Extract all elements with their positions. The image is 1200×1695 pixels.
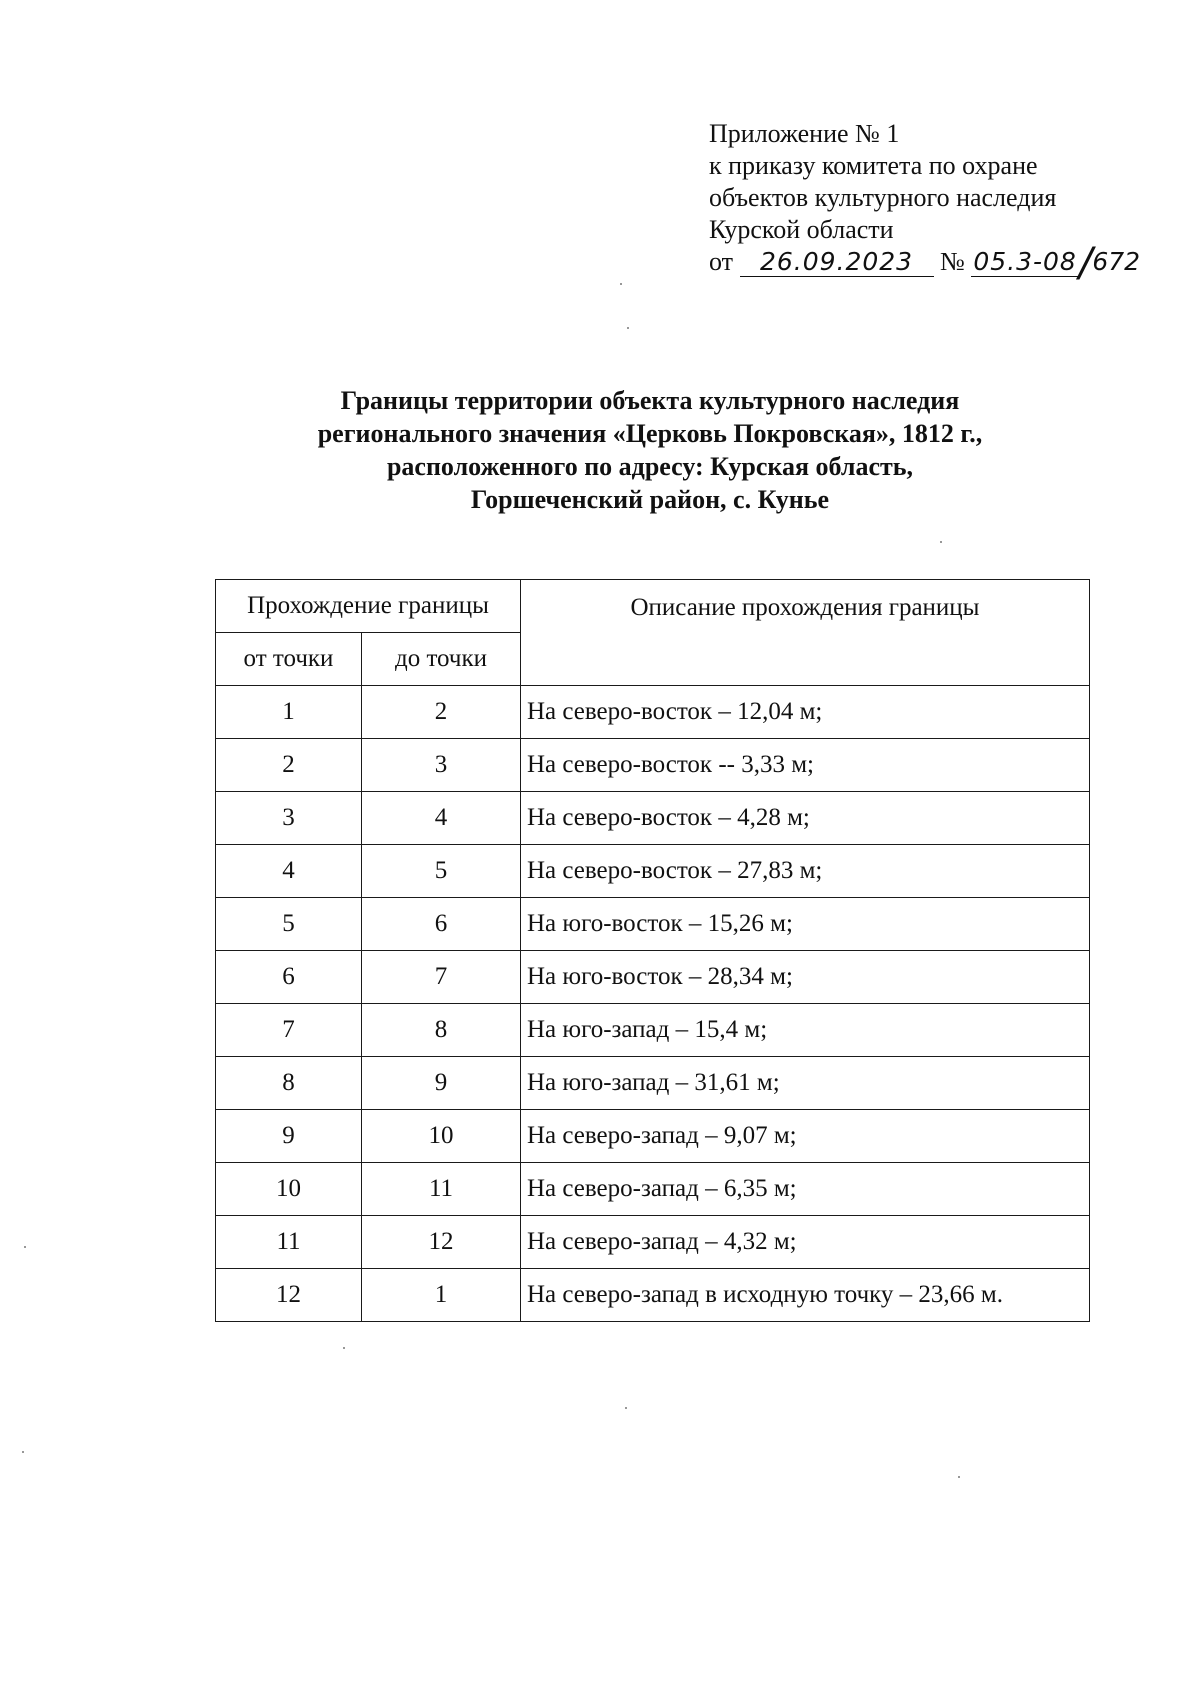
cell-to: 10 [362,1110,521,1163]
table-row [216,1163,1090,1216]
scan-speck [625,1407,627,1409]
boundary-table [215,579,1090,1322]
scan-speck [627,327,629,329]
header-to-point: до точки [362,633,521,686]
attachment-label: Приложение № 1 [709,119,900,148]
cell-from: 3 [216,792,362,845]
cell-description: На северо-запад – 4,32 м; [521,1216,1090,1269]
cell-from: 4 [216,845,362,898]
table-row [216,739,1090,792]
cell-to: 6 [362,898,521,951]
scan-speck [24,1246,26,1248]
cell-description: На юго-запад – 31,61 м; [521,1057,1090,1110]
table-row [216,1110,1090,1163]
date-prefix: от [709,247,734,276]
cell-to: 12 [362,1216,521,1269]
scan-speck [620,283,622,285]
table-row [216,1216,1090,1269]
cell-to: 3 [362,739,521,792]
cell-from: 10 [216,1163,362,1216]
cell-to: 9 [362,1057,521,1110]
cell-description: На юго-восток – 28,34 м; [521,951,1090,1004]
cell-to: 5 [362,845,521,898]
header-from-point: от точки [216,633,362,686]
cell-from: 11 [216,1216,362,1269]
cell-from: 2 [216,739,362,792]
region-name-line: Курской области [709,215,894,244]
scan-speck [958,1476,960,1478]
cell-description: На северо-запад – 6,35 м; [521,1163,1090,1216]
table-row [216,845,1090,898]
cell-from: 5 [216,898,362,951]
cell-to: 2 [362,686,521,739]
table-row [216,792,1090,845]
table-row [216,1057,1090,1110]
table-row [216,1004,1090,1057]
cell-from: 8 [216,1057,362,1110]
table-row [216,1269,1090,1322]
cell-to: 11 [362,1163,521,1216]
header-boundary-passage: Прохождение границы [216,580,521,633]
scan-speck [940,541,942,543]
cell-to: 7 [362,951,521,1004]
cell-description: На северо-восток – 4,28 м; [521,792,1090,845]
number-prefix: № [940,247,965,276]
cell-description: На юго-восток – 15,26 м; [521,898,1090,951]
cell-description: На северо-запад в исходную точку – 23,66 м. [521,1269,1090,1322]
cell-description: На северо-восток – 12,04 м; [521,686,1090,739]
order-number-handwritten: 05.3-08 [973,247,1077,276]
cell-description: На юго-запад – 15,4 м; [521,1004,1090,1057]
table-row [216,686,1090,739]
table-row [216,951,1090,1004]
table-row [216,898,1090,951]
cell-description: На северо-запад – 9,07 м; [521,1110,1090,1163]
title-line-4: Горшеченский район, с. Кунье [470,485,830,514]
cell-description: На северо-восток -- 3,33 м; [521,739,1090,792]
committee-name-line: объектов культурного наследия [709,183,1057,212]
title-line-1: Границы территории объекта культурного наследия [340,386,960,415]
cell-to: 8 [362,1004,521,1057]
order-date-handwritten: 26.09.2023 [740,248,934,277]
cell-from: 12 [216,1269,362,1322]
cell-from: 1 [216,686,362,739]
scan-speck [22,1451,24,1453]
handwritten-slash: / [1078,240,1093,286]
title-line-2: регионального значения «Церковь Покровская», 1812 г., [317,419,983,448]
cell-from: 7 [216,1004,362,1057]
order-reference-line: к приказу комитета по охране [709,151,1038,180]
cell-to: 4 [362,792,521,845]
scan-speck [343,1347,345,1349]
cell-from: 9 [216,1110,362,1163]
order-number-suffix-handwritten: 672 [1092,247,1141,276]
document-title [200,384,1100,516]
cell-description: На северо-восток – 27,83 м; [521,845,1090,898]
cell-to: 1 [362,1269,521,1322]
attachment-block [709,118,1141,286]
date-number-line [709,240,1141,286]
title-line-3: расположенного по адресу: Курская область, [386,452,914,481]
table-header-row [216,580,1090,633]
header-description: Описание прохождения границы [521,580,1090,686]
cell-from: 6 [216,951,362,1004]
